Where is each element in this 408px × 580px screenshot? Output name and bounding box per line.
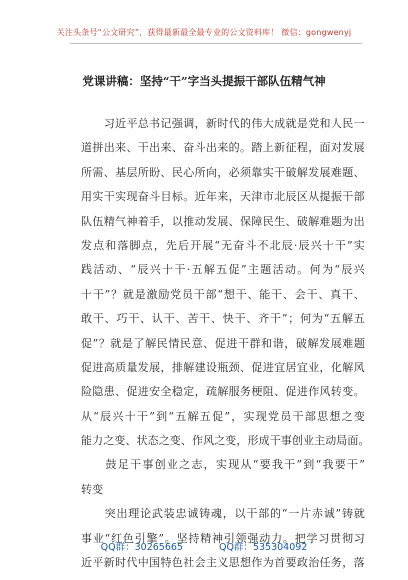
body-line: 险 隐 患 、 促 进 安 全 稳 定 ， 疏 解 服 务 梗 阻 、 促 进 作 风 转 变 。 [81,385,365,399]
body-line: 敢 干 、 巧 干 、 认 干 、 苦 干 、 快 干 、 齐 干 ” ； 何 为 “ 五 解 五 [81,312,365,326]
document-title: 党课讲稿：坚持“干”字当头提振干部队伍精气神 [82,74,326,88]
body-line: 事 业 “ 红 色 引 擎 ” 。 坚 持 精 神 引 领 强 动 力 。 把 学 习 贯 彻 习 [81,531,365,545]
body-line: 道 拼 出 来 、 干 出 来 、 奋 斗 出 来 的 。 踏 上 新 征 程 ， 面 对 发 展 [81,141,365,155]
footer-contact [0,539,408,553]
body-line: 促 进 高 质 量 发 展 ， 排 解 建 设 瓶 颈 、 促 进 宜 居 宜 业 ， 化 解 风 [81,360,365,374]
header-promo-note: 关注头条号“公文研究”，获得最新最全最专业的公文资料库！ 微信：gongwenyj [56,28,352,37]
body-line: 近 平 新 时 代 中 国 特 色 社 会 主 义 思 想 作 为 首 要 政 治 任 务 ， 落 [81,556,365,570]
body-line: 发 点 和 落 脚 点 ， 先 后 开 展 “ 无 奋 斗 不 北 辰 · 辰 兴 十 干 ” 实 [81,238,365,252]
body-line: 突 出 理 论 武 装 忠 诚 铸 魂 ， 以 干 部 的 “ 一 片 赤 诚 ” 铸 就 [104,507,365,521]
body-line: 转变 [81,482,104,496]
body-line: 队 伍 精 气 神 着 手 ， 以 推 动 发 展 、 保 障 民 生 、 破 解 难 题 为 出 [81,214,365,228]
header-divider [70,43,362,44]
body-line: 十 干 ” ？ 就 是 激 励 党 员 干 部 “ 想 干 、 能 干 、 会 干 、 真 干 、 [81,287,365,301]
body-line: 能力之变、状态之变、作风之变，形成干事创业主动局面。 [81,434,370,448]
body-line: 促 ” ？ 就 是 了 解 民 情 民 意 、 促 进 干 群 和 谐 ， 破 解 发 展 难 题 [81,336,365,350]
footer-qq2-value: 535304092 [252,542,308,553]
footer-qq1-label: QQ群： [100,542,135,553]
body-line: 践 活 动 、 “ 辰 兴 十 干 · 五 解 五 促 ” 主 题 活 动 。 何 为 “ 辰 兴 [81,263,365,277]
footer-qq2-label: QQ群： [218,542,253,553]
footer-qq1-value: 30265665 [134,542,183,553]
body-line: 用 实 干 实 现 奋 斗 目 标 。 近 年 来 ， 天 津 市 北 辰 区 从 提 振 干 部 [81,190,365,204]
document-body [81,112,370,575]
body-line: 所 需 、 基 层 所 盼 、 民 心 所 向 ， 必 须 靠 实 干 破 解 发 展 难 题 、 [81,165,365,179]
body-line: 从 “ 辰 兴 十 干 ” 到 “ 五 解 五 促 ” ， 实 现 党 员 干 部 思 想 之 变 [81,409,365,423]
body-line: 鼓 足 干 事 创 业 之 志 ， 实 现 从 “ 要 我 干 ” 到 “ 我 要 干 ” [105,458,365,472]
body-line: 习 近 平 总 书 记 强 调 ， 新 时 代 的 伟 大 成 就 是 党 和 人 民 一 [103,117,365,130]
